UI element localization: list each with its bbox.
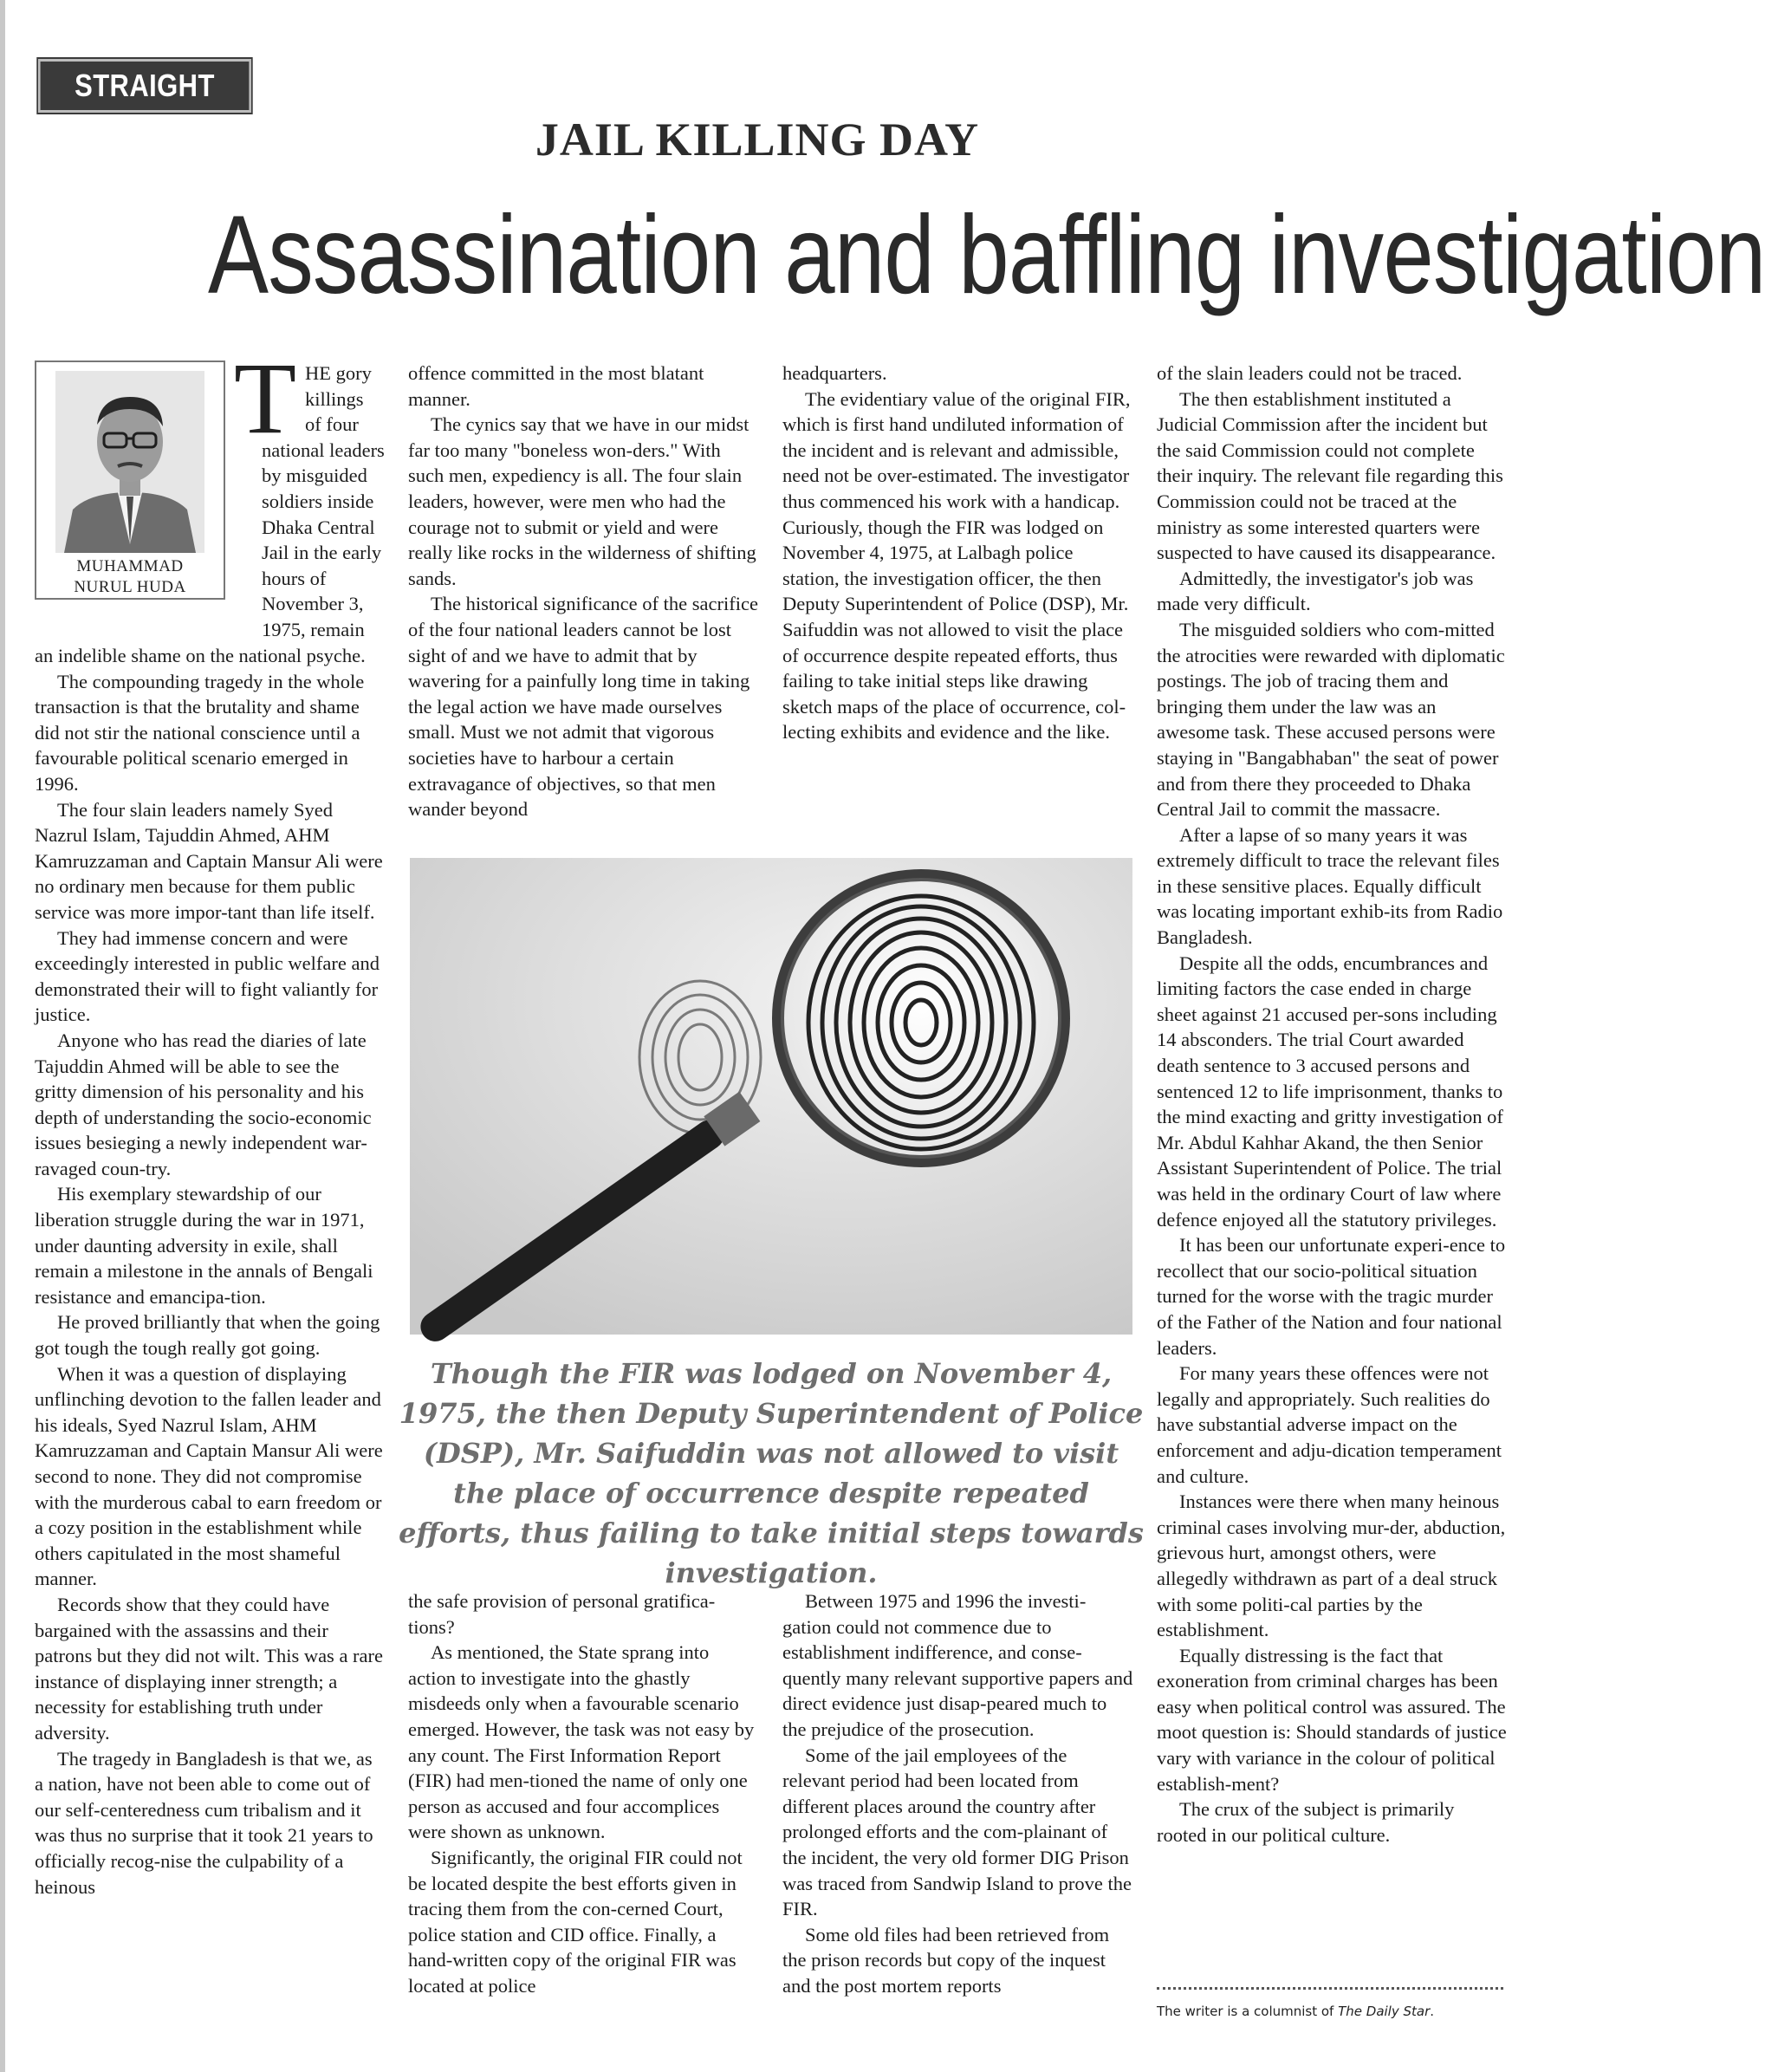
- intro-lines: [239, 360, 386, 643]
- drop-cap: T: [234, 341, 297, 455]
- paragraph: The four slain leaders namely Syed Nazrul Islam, Tajuddin Ahmed, AHM Kamruzzaman and Captain Mansur Ali were no ordinary men because for them public service was more impor-tant than life itself.: [35, 798, 383, 923]
- paragraph: The historical significance of the sacrifice of the four national leaders cannot be lost sight of and we have to admit that by wavering for a painfully long time in taking the legal action we have made ourselves small. Must we not admit that vigorous societies have to harbour a certain extravagance of objectives, so that men wander beyond: [408, 593, 758, 821]
- column-2-bottom: [408, 1588, 760, 1999]
- paragraph: The tragedy in Bangladesh is that we, as a nation, have not been able to come out of our self-centeredness cum tribalism and it was thus no surprise that it took 21 years to officially recog-nise the culpability of a heinous: [35, 1747, 373, 1898]
- paragraph: As mentioned, the State sprang into action to investigate into the ghastly misdeeds only when a favourable scenario emerged. However, the task was not easy by any count. The First Information Report (FIR) had men-tioned the name of only one person as accused and four accomplices were shown as unknown.: [408, 1641, 755, 1843]
- paragraph: Anyone who has read the diaries of late Tajuddin Ahmed will be able to see the gritty dimension of his personality and his depth of understanding the socio-economic issues besieging a newly independent war-ravaged coun-try.: [35, 1029, 372, 1179]
- intro-line: Jail in the early: [262, 542, 382, 564]
- paragraph: the safe provision of personal gratifica-tions?: [408, 1590, 716, 1638]
- paragraph: He proved brilliantly that when the going got tough the tough really got going.: [35, 1311, 380, 1360]
- paragraph: His exemplary stewardship of our liberation struggle during the war in 1971, under daunting adversity in exile, shall remain a milestone in the annals of Bengali resistance and emancipa-tion.: [35, 1183, 373, 1308]
- paragraph: Records show that they could have bargained with the assassins and their patrons but they did not wilt. This was a rare instance of displaying inner strength; a necessity for establishing truth under adversity.: [35, 1593, 384, 1744]
- intro-line: by misguided: [262, 464, 367, 487]
- author-box: [35, 360, 225, 600]
- author-name: [36, 556, 224, 598]
- paragraph: an indelible shame on the national psyche.: [35, 645, 366, 666]
- paragraph: The misguided soldiers who com-mitted the atrocities were rewarded with diplomatic postings. The job of tracing them and bringing them under the law was an awesome task. These accused persons were staying in "Bangabhaban" the seat of power and from there they proceeded to Dhaka Central Jail to commit the massacre.: [1157, 618, 1505, 821]
- intro-line: soldiers inside: [262, 490, 374, 512]
- paragraph: The crux of the subject is primarily rooted in our political culture.: [1157, 1798, 1455, 1846]
- paragraph: The cynics say that we have in our midst far too many "boneless won-ders." With such men, expediency is all. The four slain leaders, however, were men who had the courage not to submit or yield and were really like rocks in the wilderness of shifting sands.: [408, 413, 756, 589]
- paragraph: For many years these offences were not legally and appropriately. Such realities do have substantial adverse impact on the enforcement and adju-dication temperament and culture.: [1157, 1362, 1502, 1487]
- paragraph: They had immense concern and were exceedingly interested in public welfare and demonstrated their will to fight valiantly for justice.: [35, 926, 380, 1026]
- intro-line: killings: [305, 387, 364, 410]
- intro-line: 1975, remain: [262, 618, 365, 640]
- paragraph: The compounding tragedy in the whole transaction is that the brutality and shame did not stir the national conscience until a favourable political scenario emerged in 1996.: [35, 670, 365, 795]
- paragraph: Despite all the odds, encumbrances and limiting factors the case ended in charge sheet against 21 accused per-sons including 14 absconders. The trial Court awarded death sentence to 3 accused persons and sentenced 12 to life imprisonment, thanks to the mind exacting and gritty investigation of Mr. Abdul Kahhar Akand, the then Senior Assistant Superintendent of Police. The trial was held in the ordinary Court of law where defence enjoyed all the statutory privileges.: [1157, 952, 1503, 1231]
- headline: Assassination and baffling investigation: [208, 193, 1765, 317]
- intro-line: hours of: [262, 567, 327, 589]
- paragraph: Some old files had been retrieved from the prison records but copy of the inquest and the post mortem reports: [782, 1923, 1110, 1997]
- paragraph: After a lapse of so many years it was extremely difficult to trace the relevant files in these sensitive places. Equally difficult was locating important exhib-its from Radio Bangladesh.: [1157, 823, 1503, 949]
- paragraph: Between 1975 and 1996 the investi-gation could not commence due to establishment indifference, and conse-quently many relevant supportive papers and direct evidence just disap-peared much to the prejudice of the prosecution.: [782, 1590, 1133, 1740]
- intro-line: Dhaka Central: [262, 516, 375, 538]
- paragraph: Some of the jail employees of the relevant period had been located from different places around the country after prolonged efforts and the com-plainant of the incident, the very old former DIG Prison was traced from Sandwip Island to prove the FIR.: [782, 1744, 1132, 1920]
- footnote-suffix: .: [1430, 2004, 1435, 2019]
- intro-line: November 3,: [262, 593, 364, 615]
- intro-line: of four: [305, 413, 359, 436]
- footnote-prefix: The writer is a columnist of: [1157, 2004, 1339, 2019]
- kicker-title: JAIL KILLING DAY: [535, 114, 980, 166]
- pull-quote: Though the FIR was lodged on November 4, 1975, the then Deputy Superintendent of Police (DSP), Mr. Saifuddin was not allowed to visit the place of occurrence despite repeated efforts, thus failing to take initial steps towards investigation.: [399, 1357, 1144, 1589]
- column-2-top: [408, 360, 760, 822]
- paragraph: Significantly, the original FIR could not be located despite the best efforts given in tracing them from the con-cerned Court, police station and CID office. Finally, a hand-written copy of the original FIR was located at police: [408, 1846, 743, 1997]
- paragraph: When it was a question of displaying unflinching devotion to the fallen leader and his ideals, Syed Nazrul Islam, AHM Kamruzzaman and Captain Mansur Ali were second to none. They did not compromise with the murderous cabal to earn freedom or a cozy position in the establishment while others capitulated in the most shameful manner.: [35, 1362, 383, 1590]
- author-photo: [55, 371, 204, 553]
- section-badge: STRAIGHT LINE: [38, 59, 251, 113]
- paragraph: The evidentiary value of the original FIR, which is first hand undiluted information of the incident and is relevant and admissible, need not be over-estimated. The investigator thus commenced his work with a handicap. Curiously, though the FIR was lodged on November 4, 1975, at Lalbagh police station, the investigation officer, the then Deputy Superintendent of Police (DSP), Mr. Saifuddin was not allowed to visit the place of occurrence despite repeated efforts, thus failing to take initial steps like drawing sketch maps of the place of occurrence, col-lecting exhibits and evidence and the like.: [782, 387, 1131, 744]
- paragraph: The then establishment instituted a Judicial Commission after the incident but the said Commission could not complete their inquiry. The relevant file regarding this Commission could not be traced at the ministry as some interested quarters were suspected to have caused its disappearance.: [1157, 387, 1503, 564]
- footnote-divider: [1157, 1987, 1503, 1990]
- paragraph: Instances were there when many heinous criminal cases involving mur-der, abduction, grievous hurt, amongst others, were allegedly withdrawn as part of a deal struck with some politi-cal parties by the establishment.: [1157, 1491, 1506, 1641]
- footnote-paper: The Daily Star: [1338, 2004, 1431, 2019]
- author-name-line2: NURUL HUDA: [74, 578, 186, 596]
- paragraph: Equally distressing is the fact that exoneration from criminal charges has been easy when political control was assured. The moot question is: Should standards of justice vary with variance in the colour of political establish-ment?: [1157, 1644, 1507, 1795]
- paragraph: headquarters.: [782, 362, 887, 384]
- column-3-bottom: [782, 1588, 1134, 1999]
- writer-footnote: [1157, 2004, 1508, 2019]
- author-name-line1: MUHAMMAD: [76, 557, 184, 575]
- column-3-top: [782, 360, 1134, 745]
- magnifier-fingerprint-photo: [410, 858, 1132, 1335]
- paragraph: It has been our unfortunate experi-ence to recollect that our socio-political situation turned for the worse with the tragic murder of the Father of the Nation and four national leaders.: [1157, 1234, 1506, 1359]
- column-1: [35, 643, 386, 1900]
- column-4: [1157, 360, 1508, 1848]
- paragraph: of the slain leaders could not be traced.: [1157, 362, 1463, 384]
- page-edge-rule: [0, 0, 5, 2072]
- paragraph: offence committed in the most blatant manner.: [408, 362, 704, 410]
- intro-line: national leaders: [262, 438, 385, 461]
- intro-line: HE gory: [305, 362, 372, 384]
- paragraph: Admittedly, the investigator's job was made very difficult.: [1157, 567, 1474, 615]
